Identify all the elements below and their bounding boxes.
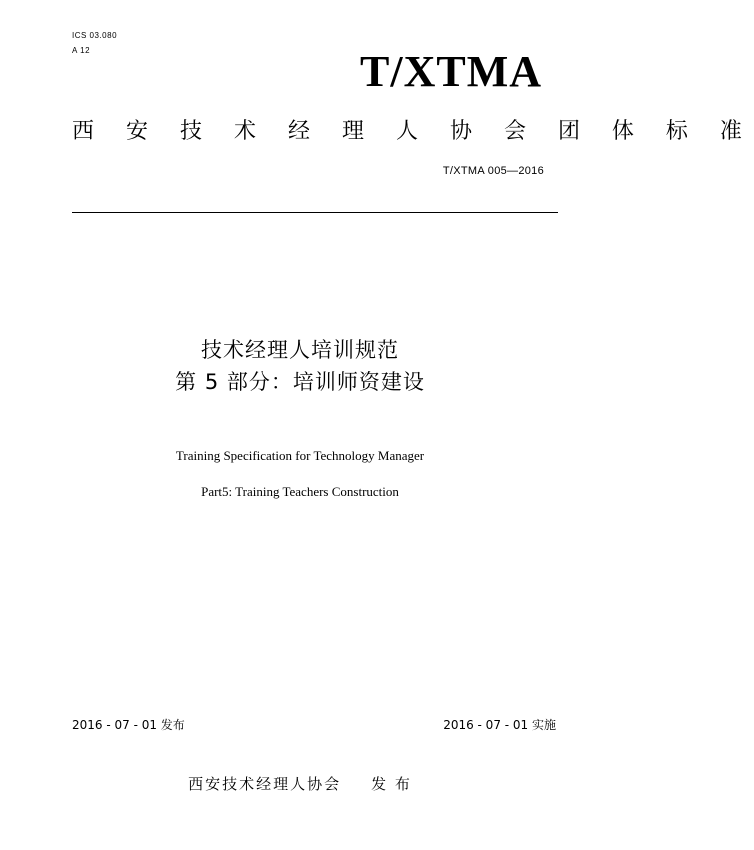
title-cn-line2: 第 5 部分：培训师资建设 xyxy=(175,370,425,394)
issuer-footer xyxy=(0,773,600,794)
issuer-name: 西安技术经理人协会 xyxy=(188,775,342,793)
title-en-line1: Training Specification for Technology Manager xyxy=(175,448,425,463)
issue-action: 发 布 xyxy=(371,775,412,793)
ics-code: ICS 03.080 xyxy=(72,31,118,40)
standard-number: T/XTMA 005—2016 xyxy=(442,165,544,177)
title-cn-line1: 技术经理人培训规范 xyxy=(201,338,399,362)
title-en-line2: Part5: Training Teachers Construction xyxy=(201,484,399,499)
standard-logo: T/XTMA xyxy=(360,47,542,96)
ccs-code: A 12 xyxy=(72,46,91,55)
implement-date: 2016 - 07 - 01 实施 xyxy=(443,718,556,732)
header-divider xyxy=(72,212,558,213)
publish-date: 2016 - 07 - 01 发布 xyxy=(72,718,185,732)
organization-standard-heading: 西 安 技 术 经 理 人 协 会 团 体 标 准 xyxy=(72,119,754,144)
